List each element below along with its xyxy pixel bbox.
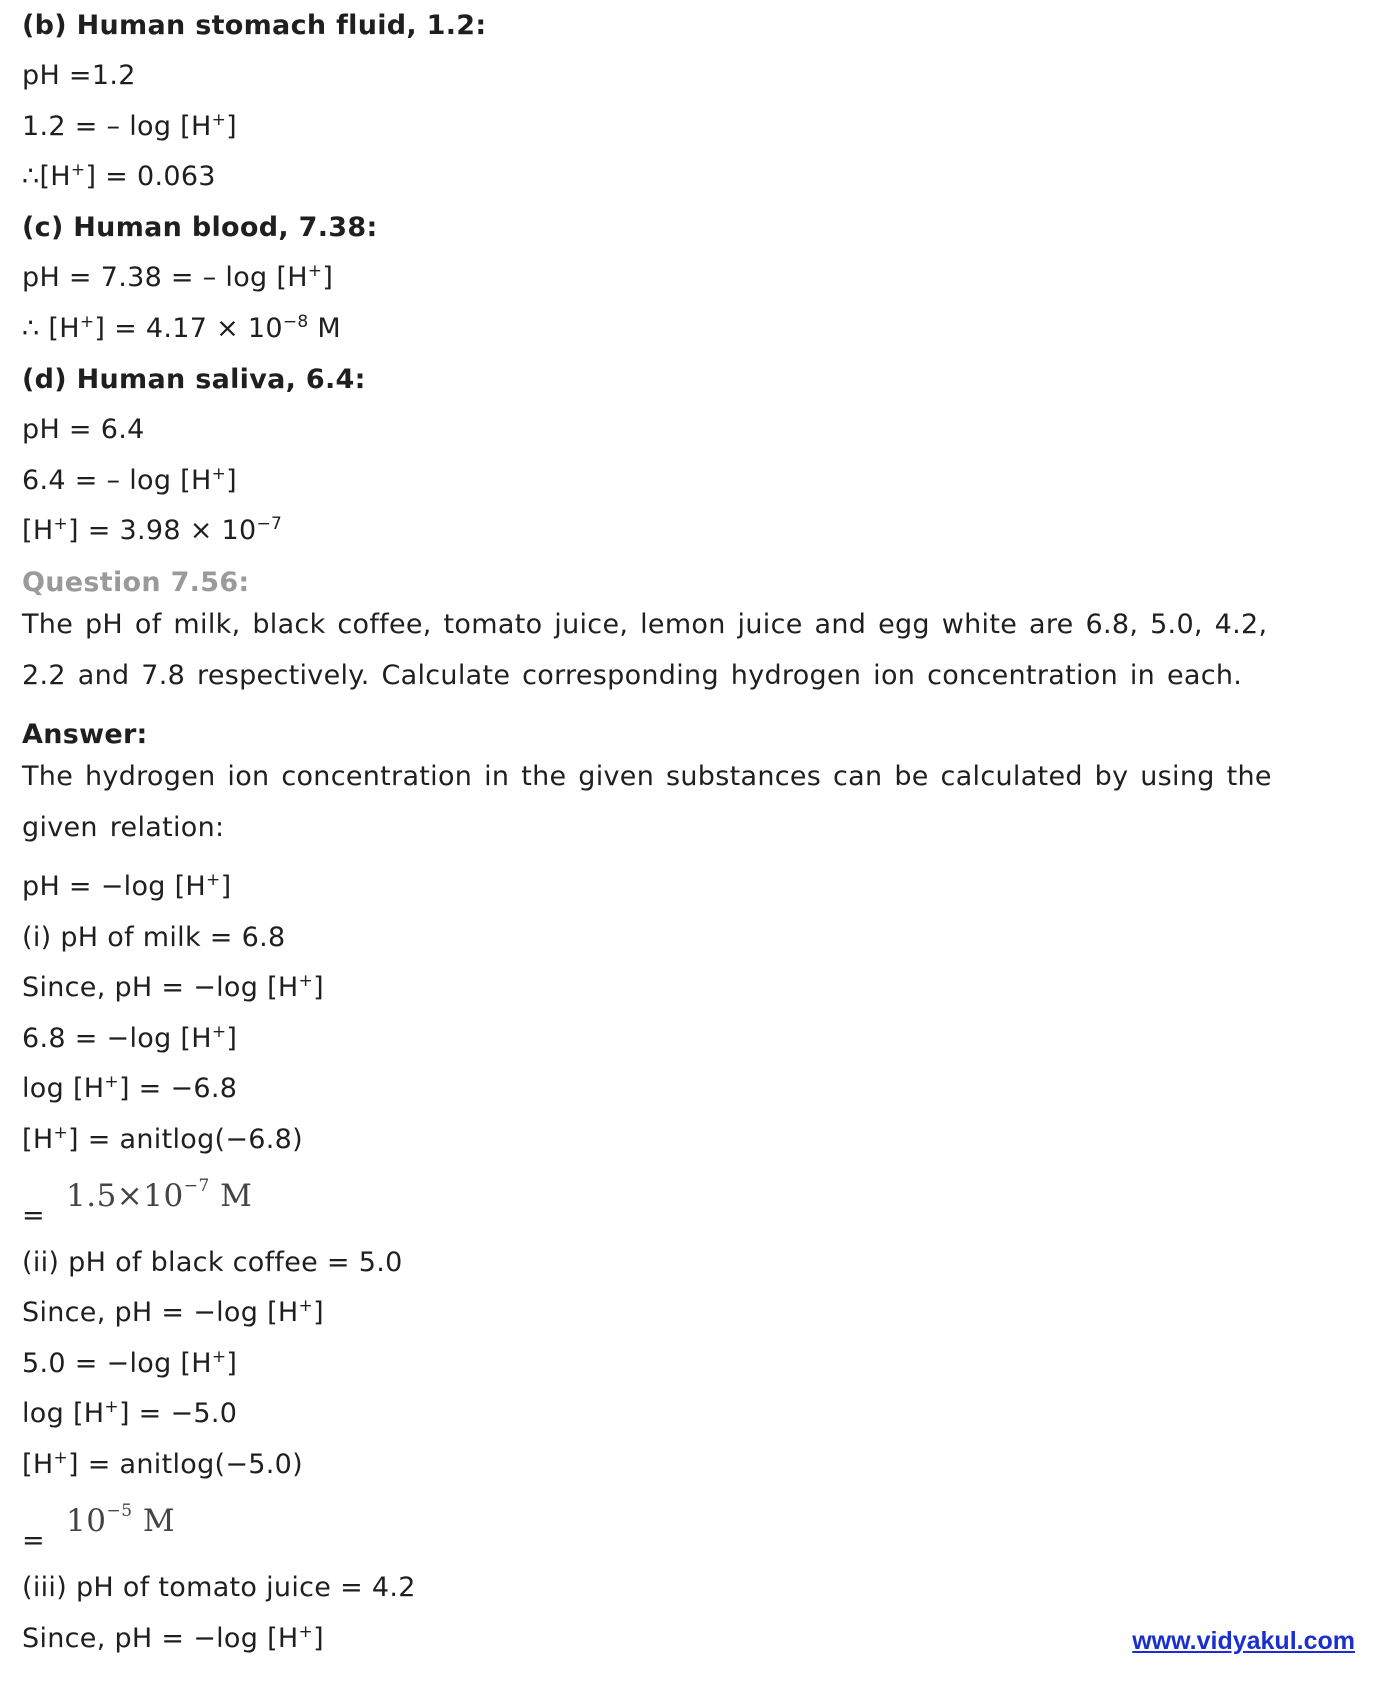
section-b-heading: (b) Human stomach fluid, 1.2: [22,10,487,41]
tomato-heading: (iii) pH of tomato juice = 4.2 [22,1572,416,1603]
equation-line: pH =1.2 [22,60,136,91]
equation-line: pH = 6.4 [22,414,145,445]
equation-line: $[H^+] = 3.98 \times 10^{-7}$ [22,514,283,546]
milk-heading: (i) pH of milk = 6.8 [22,922,286,953]
equation-line: log [H+] = −5.0 [22,1397,238,1429]
answer-heading: Answer: [22,719,148,750]
question-title: Question 7.56: [22,567,250,598]
equation-line: [H+] = anitlog(−5.0) [22,1448,303,1480]
section-c-heading: (c) Human blood, 7.38: [22,212,378,243]
equation-line: Since, pH = −log [H+] [22,1296,324,1328]
equation-line: ∴ $[H^+] = 4.17 \times 10^{-8}$ M [22,312,341,344]
coffee-heading: (ii) pH of black coffee = 5.0 [22,1247,403,1278]
answer-intro: The hydrogen ion concentration in the given substances can be calculated by using the given relation: [22,761,1272,843]
coffee-result: $10^{-5}$ M [66,1501,176,1539]
question-text: The pH of milk, black coffee, tomato juice, lemon juice and egg white are 6.8, 5.0, 4.2, 2.2 and 7.8 respectively. Calculate corresponding hydrogen ion concentration in each. [22,609,1268,691]
vidyakul-link[interactable]: www.vidyakul.com [1132,1627,1355,1655]
equals-sign: = [22,1200,45,1231]
equation-line: pH = 7.38 = – log [H+] [22,261,334,293]
equation-line: 5.0 = −log [H+] [22,1347,238,1379]
equation-line: log [H+] = −6.8 [22,1072,238,1104]
milk-result: $1.5\times 10^{-7}$ M [66,1176,253,1214]
section-d-heading: (d) Human saliva, 6.4: [22,364,366,395]
equation-line: 6.8 = −log [H+] [22,1022,238,1054]
equation-line: Since, pH = −log [H+] [22,971,324,1003]
relation-line: pH = −log [H+] [22,870,232,902]
equation-line: Since, pH = −log [H+] [22,1622,324,1654]
equation-line: 6.4 = – log [H+] [22,464,237,496]
equation-line: 1.2 = – log [H+] [22,110,237,142]
equals-sign: = [22,1525,45,1556]
equation-line: [H+] = anitlog(−6.8) [22,1123,303,1155]
equation-line: ∴[H+] = 0.063 [22,160,216,192]
